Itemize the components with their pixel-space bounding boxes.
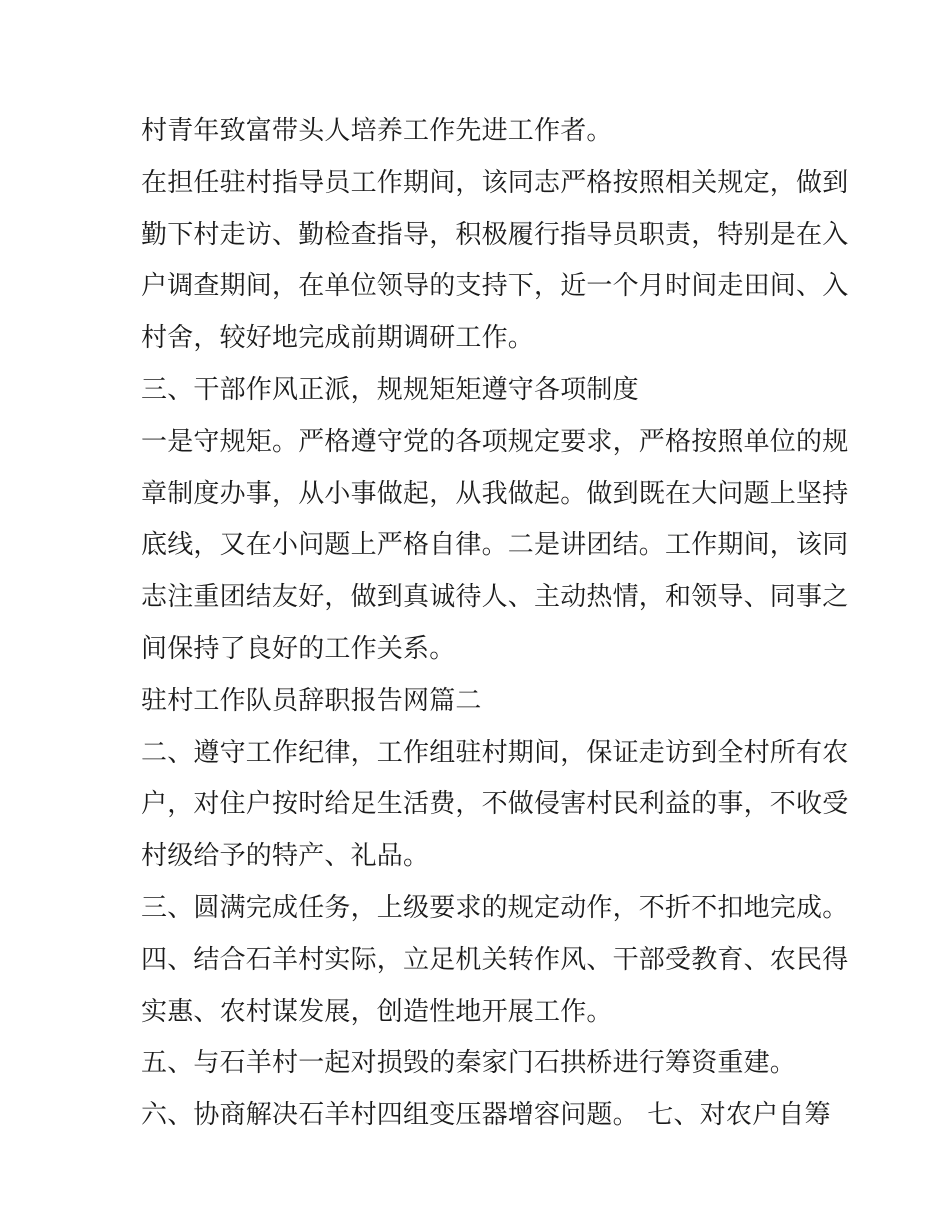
list-item: 三、圆满完成任务，上级要求的规定动作，不折不扣地完成。 — [141, 892, 849, 923]
text-line: 村舍，较好地完成前期调研工作。 — [141, 323, 535, 354]
document-body — [141, 106, 849, 1142]
list-item: 五、与石羊村一起对损毁的秦家门石拱桥进行筹资重建。 — [141, 1048, 797, 1079]
text-line: 底线，又在小问题上严格自律。二是讲团结。工作期间，该同 — [141, 530, 849, 561]
text-line: 实惠、农村谋发展，创造性地开展工作。 — [141, 996, 613, 1027]
text-line: 户，对住户按时给足生活费，不做侵害村民利益的事，不收受 — [141, 789, 849, 820]
text-line: 一是守规矩。严格遵守党的各项规定要求，严格按照单位的规 — [141, 426, 849, 457]
list-item: 四、结合石羊村实际，立足机关转作风、干部受教育、农民得 — [141, 944, 849, 975]
section-heading: 三、干部作风正派，规规矩矩遵守各项制度 — [141, 374, 639, 405]
text-line: 勤下村走访、勤检查指导，积极履行指导员职责，特别是在入 — [141, 219, 849, 250]
document-subtitle: 驻村工作队员辞职报告网篇二 — [141, 685, 482, 716]
text-line: 户调查期间，在单位领导的支持下，近一个月时间走田间、入 — [141, 271, 849, 302]
text-line: 志注重团结友好，做到真诚待人、主动热情，和领导、同事之 — [141, 582, 849, 613]
text-line: 村级给予的特产、礼品。 — [141, 841, 430, 872]
text-line: 在担任驻村指导员工作期间，该同志严格按照相关规定，做到 — [141, 167, 849, 198]
text-line: 间保持了良好的工作关系。 — [141, 633, 456, 664]
list-item: 六、协商解决石羊村四组变压器增容问题。 七、对农户自筹 — [141, 1100, 831, 1131]
text-line: 二、遵守工作纪律，工作组驻村期间，保证走访到全村所有农 — [141, 737, 849, 768]
text-line: 村青年致富带头人培养工作先进工作者。 — [141, 116, 613, 146]
text-line: 章制度办事，从小事做起，从我做起。做到既在大问题上坚持 — [141, 478, 849, 509]
